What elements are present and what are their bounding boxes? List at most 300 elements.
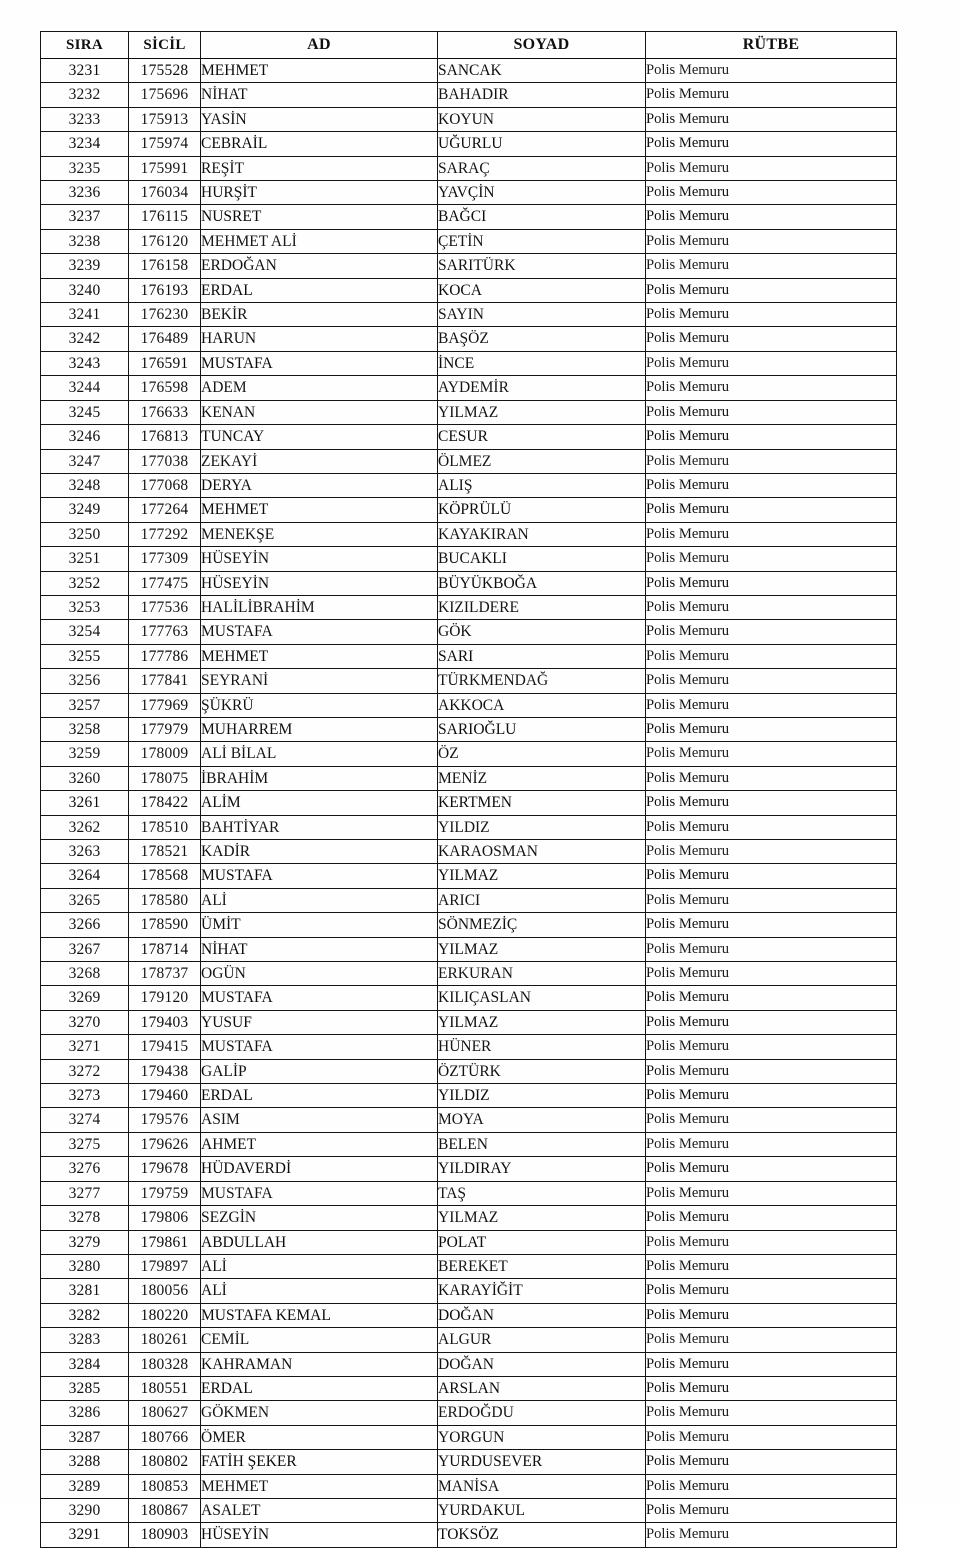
cell-rutbe: Polis Memuru: [646, 1474, 897, 1498]
table-row: [41, 962, 897, 986]
cell-sicil: 175696: [129, 83, 201, 107]
cell-sira: 3234: [41, 132, 129, 156]
cell-soyad: CESUR: [438, 425, 646, 449]
table-row: [41, 1010, 897, 1034]
cell-sira: 3289: [41, 1474, 129, 1498]
cell-soyad: ARICI: [438, 888, 646, 912]
cell-sicil: 177979: [129, 717, 201, 741]
cell-soyad: İNCE: [438, 351, 646, 375]
cell-ad: HALİLİBRAHİM: [201, 595, 438, 619]
cell-ad: GALİP: [201, 1059, 438, 1083]
cell-soyad: ÖZ: [438, 742, 646, 766]
cell-soyad: YURDUSEVER: [438, 1450, 646, 1474]
cell-rutbe: Polis Memuru: [646, 1352, 897, 1376]
table-row: [41, 815, 897, 839]
cell-rutbe: Polis Memuru: [646, 1010, 897, 1034]
cell-ad: HÜDAVERDİ: [201, 1157, 438, 1181]
cell-ad: MEHMET: [201, 498, 438, 522]
cell-soyad: SARI: [438, 644, 646, 668]
cell-rutbe: Polis Memuru: [646, 888, 897, 912]
cell-rutbe: Polis Memuru: [646, 1523, 897, 1547]
cell-rutbe: Polis Memuru: [646, 1303, 897, 1327]
cell-ad: İBRAHİM: [201, 766, 438, 790]
cell-rutbe: Polis Memuru: [646, 449, 897, 473]
cell-sira: 3283: [41, 1328, 129, 1352]
table-row: [41, 522, 897, 546]
cell-soyad: TAŞ: [438, 1181, 646, 1205]
table-row: [41, 83, 897, 107]
cell-ad: CEMİL: [201, 1328, 438, 1352]
cell-sicil: 178737: [129, 962, 201, 986]
cell-soyad: BAŞÖZ: [438, 327, 646, 351]
cell-ad: MEHMET ALİ: [201, 229, 438, 253]
cell-soyad: YORGUN: [438, 1425, 646, 1449]
cell-sicil: 180903: [129, 1523, 201, 1547]
cell-rutbe: Polis Memuru: [646, 107, 897, 131]
table-row: [41, 1328, 897, 1352]
table-row: [41, 840, 897, 864]
cell-ad: BEKİR: [201, 303, 438, 327]
cell-ad: ALİ: [201, 1279, 438, 1303]
column-header-ad: AD: [201, 32, 438, 59]
cell-ad: HURŞİT: [201, 181, 438, 205]
cell-soyad: SÖNMEZİÇ: [438, 913, 646, 937]
cell-sicil: 178590: [129, 913, 201, 937]
cell-rutbe: Polis Memuru: [646, 1450, 897, 1474]
table-row: [41, 937, 897, 961]
cell-sicil: 179861: [129, 1230, 201, 1254]
cell-sicil: 176120: [129, 229, 201, 253]
column-header-sicil: SİCİL: [129, 32, 201, 59]
cell-ad: KENAN: [201, 400, 438, 424]
table-row: [41, 1254, 897, 1278]
cell-rutbe: Polis Memuru: [646, 1425, 897, 1449]
cell-sicil: 179403: [129, 1010, 201, 1034]
cell-sicil: 178580: [129, 888, 201, 912]
table-row: [41, 620, 897, 644]
table-row: [41, 669, 897, 693]
cell-sicil: 176598: [129, 376, 201, 400]
cell-rutbe: Polis Memuru: [646, 1376, 897, 1400]
cell-soyad: KILIÇASLAN: [438, 986, 646, 1010]
cell-sira: 3285: [41, 1376, 129, 1400]
cell-sira: 3260: [41, 766, 129, 790]
cell-sira: 3237: [41, 205, 129, 229]
cell-sira: 3277: [41, 1181, 129, 1205]
cell-sicil: 176489: [129, 327, 201, 351]
cell-sicil: 179120: [129, 986, 201, 1010]
cell-sira: 3239: [41, 254, 129, 278]
cell-ad: ASIM: [201, 1108, 438, 1132]
cell-sira: 3245: [41, 400, 129, 424]
cell-rutbe: Polis Memuru: [646, 181, 897, 205]
cell-sicil: 180853: [129, 1474, 201, 1498]
cell-soyad: UĞURLU: [438, 132, 646, 156]
cell-ad: HÜSEYİN: [201, 571, 438, 595]
cell-sira: 3291: [41, 1523, 129, 1547]
cell-soyad: SAYIN: [438, 303, 646, 327]
cell-soyad: KOCA: [438, 278, 646, 302]
table-row: [41, 547, 897, 571]
table-row: [41, 1059, 897, 1083]
cell-soyad: YILMAZ: [438, 400, 646, 424]
cell-sira: 3242: [41, 327, 129, 351]
cell-sicil: 177038: [129, 449, 201, 473]
cell-sicil: 180261: [129, 1328, 201, 1352]
cell-rutbe: Polis Memuru: [646, 83, 897, 107]
cell-soyad: KOYUN: [438, 107, 646, 131]
table-row: [41, 205, 897, 229]
cell-rutbe: Polis Memuru: [646, 376, 897, 400]
cell-rutbe: Polis Memuru: [646, 425, 897, 449]
cell-soyad: MOYA: [438, 1108, 646, 1132]
cell-sira: 3265: [41, 888, 129, 912]
cell-ad: CEBRAİL: [201, 132, 438, 156]
cell-ad: MUSTAFA: [201, 351, 438, 375]
cell-sicil: 176591: [129, 351, 201, 375]
cell-ad: MEHMET: [201, 644, 438, 668]
header-row: [41, 32, 897, 59]
cell-sira: 3278: [41, 1206, 129, 1230]
table-row: [41, 1376, 897, 1400]
table-row: [41, 1474, 897, 1498]
cell-sicil: 180551: [129, 1376, 201, 1400]
cell-rutbe: Polis Memuru: [646, 1059, 897, 1083]
table-row: [41, 107, 897, 131]
cell-ad: ADEM: [201, 376, 438, 400]
cell-soyad: YILDIZ: [438, 815, 646, 839]
cell-sicil: 180867: [129, 1498, 201, 1522]
cell-ad: ERDAL: [201, 1376, 438, 1400]
table-row: [41, 644, 897, 668]
table-row: [41, 1498, 897, 1522]
cell-ad: MUSTAFA: [201, 620, 438, 644]
cell-ad: NİHAT: [201, 83, 438, 107]
cell-sira: 3261: [41, 791, 129, 815]
cell-soyad: SARITÜRK: [438, 254, 646, 278]
cell-rutbe: Polis Memuru: [646, 400, 897, 424]
cell-sira: 3274: [41, 1108, 129, 1132]
cell-sicil: 179626: [129, 1132, 201, 1156]
cell-ad: KADİR: [201, 840, 438, 864]
table-row: [41, 1108, 897, 1132]
cell-rutbe: Polis Memuru: [646, 1035, 897, 1059]
table-row: [41, 1425, 897, 1449]
cell-ad: ŞÜKRÜ: [201, 693, 438, 717]
cell-sira: 3268: [41, 962, 129, 986]
cell-rutbe: Polis Memuru: [646, 1401, 897, 1425]
cell-rutbe: Polis Memuru: [646, 620, 897, 644]
cell-rutbe: Polis Memuru: [646, 1328, 897, 1352]
cell-sicil: 180766: [129, 1425, 201, 1449]
table-row: [41, 1352, 897, 1376]
cell-soyad: ALIŞ: [438, 473, 646, 497]
roster-table-container: [40, 31, 896, 1548]
cell-soyad: YILDIRAY: [438, 1157, 646, 1181]
cell-rutbe: Polis Memuru: [646, 327, 897, 351]
cell-ad: MUSTAFA: [201, 1035, 438, 1059]
column-header-soyad: SOYAD: [438, 32, 646, 59]
cell-sira: 3255: [41, 644, 129, 668]
cell-rutbe: Polis Memuru: [646, 278, 897, 302]
cell-sira: 3238: [41, 229, 129, 253]
table-row: [41, 1084, 897, 1108]
cell-rutbe: Polis Memuru: [646, 766, 897, 790]
cell-sira: 3279: [41, 1230, 129, 1254]
cell-soyad: BELEN: [438, 1132, 646, 1156]
cell-soyad: ERKURAN: [438, 962, 646, 986]
cell-sicil: 178568: [129, 864, 201, 888]
cell-rutbe: Polis Memuru: [646, 742, 897, 766]
table-row: [41, 986, 897, 1010]
cell-sira: 3272: [41, 1059, 129, 1083]
cell-rutbe: Polis Memuru: [646, 937, 897, 961]
cell-sira: 3276: [41, 1157, 129, 1181]
cell-soyad: AKKOCA: [438, 693, 646, 717]
cell-rutbe: Polis Memuru: [646, 815, 897, 839]
cell-sira: 3284: [41, 1352, 129, 1376]
cell-ad: ERDAL: [201, 278, 438, 302]
cell-rutbe: Polis Memuru: [646, 717, 897, 741]
cell-sira: 3270: [41, 1010, 129, 1034]
cell-ad: KAHRAMAN: [201, 1352, 438, 1376]
cell-ad: ZEKAYİ: [201, 449, 438, 473]
cell-soyad: SANCAK: [438, 59, 646, 83]
cell-soyad: ARSLAN: [438, 1376, 646, 1400]
cell-rutbe: Polis Memuru: [646, 132, 897, 156]
cell-rutbe: Polis Memuru: [646, 1254, 897, 1278]
cell-ad: MEHMET: [201, 59, 438, 83]
cell-ad: GÖKMEN: [201, 1401, 438, 1425]
cell-sira: 3258: [41, 717, 129, 741]
table-row: [41, 473, 897, 497]
cell-rutbe: Polis Memuru: [646, 1132, 897, 1156]
cell-soyad: YILDIZ: [438, 1084, 646, 1108]
cell-soyad: ÇETİN: [438, 229, 646, 253]
table-row: [41, 254, 897, 278]
cell-ad: ÜMİT: [201, 913, 438, 937]
cell-sicil: 177786: [129, 644, 201, 668]
table-header: [41, 32, 897, 59]
cell-sira: 3282: [41, 1303, 129, 1327]
table-row: [41, 595, 897, 619]
table-row: [41, 376, 897, 400]
cell-soyad: AYDEMİR: [438, 376, 646, 400]
cell-sicil: 177068: [129, 473, 201, 497]
cell-rutbe: Polis Memuru: [646, 1230, 897, 1254]
cell-rutbe: Polis Memuru: [646, 547, 897, 571]
cell-sicil: 177309: [129, 547, 201, 571]
cell-ad: ALİM: [201, 791, 438, 815]
cell-sicil: 179415: [129, 1035, 201, 1059]
cell-rutbe: Polis Memuru: [646, 595, 897, 619]
cell-sicil: 176034: [129, 181, 201, 205]
cell-sira: 3253: [41, 595, 129, 619]
table-row: [41, 1523, 897, 1547]
table-row: [41, 693, 897, 717]
cell-ad: YASİN: [201, 107, 438, 131]
cell-soyad: SARIOĞLU: [438, 717, 646, 741]
table-row: [41, 1401, 897, 1425]
cell-rutbe: Polis Memuru: [646, 986, 897, 1010]
cell-soyad: DOĞAN: [438, 1352, 646, 1376]
cell-soyad: YILMAZ: [438, 1206, 646, 1230]
cell-sicil: 177536: [129, 595, 201, 619]
cell-rutbe: Polis Memuru: [646, 351, 897, 375]
table-row: [41, 1157, 897, 1181]
cell-rutbe: Polis Memuru: [646, 1157, 897, 1181]
cell-sira: 3231: [41, 59, 129, 83]
cell-ad: SEYRANİ: [201, 669, 438, 693]
cell-soyad: KÖPRÜLÜ: [438, 498, 646, 522]
cell-sicil: 177969: [129, 693, 201, 717]
cell-sicil: 180220: [129, 1303, 201, 1327]
cell-soyad: KARAYİĞİT: [438, 1279, 646, 1303]
cell-rutbe: Polis Memuru: [646, 962, 897, 986]
cell-ad: MUSTAFA: [201, 986, 438, 1010]
cell-ad: NUSRET: [201, 205, 438, 229]
cell-sicil: 180328: [129, 1352, 201, 1376]
cell-sicil: 175974: [129, 132, 201, 156]
cell-soyad: ERDOĞDU: [438, 1401, 646, 1425]
cell-sira: 3250: [41, 522, 129, 546]
cell-sira: 3266: [41, 913, 129, 937]
cell-soyad: TÜRKMENDAĞ: [438, 669, 646, 693]
cell-rutbe: Polis Memuru: [646, 1108, 897, 1132]
table-row: [41, 913, 897, 937]
cell-sicil: 176230: [129, 303, 201, 327]
table-row: [41, 303, 897, 327]
table-row: [41, 132, 897, 156]
cell-sira: 3252: [41, 571, 129, 595]
cell-soyad: MANİSA: [438, 1474, 646, 1498]
cell-sira: 3263: [41, 840, 129, 864]
cell-sicil: 179806: [129, 1206, 201, 1230]
cell-sicil: 180627: [129, 1401, 201, 1425]
cell-soyad: BAHADIR: [438, 83, 646, 107]
cell-sira: 3273: [41, 1084, 129, 1108]
cell-ad: ALİ: [201, 888, 438, 912]
cell-rutbe: Polis Memuru: [646, 1206, 897, 1230]
table-row: [41, 351, 897, 375]
cell-sicil: 179897: [129, 1254, 201, 1278]
cell-soyad: SARAÇ: [438, 156, 646, 180]
cell-soyad: KERTMEN: [438, 791, 646, 815]
table-row: [41, 864, 897, 888]
cell-sicil: 177475: [129, 571, 201, 595]
cell-sicil: 176158: [129, 254, 201, 278]
cell-sicil: 177841: [129, 669, 201, 693]
table-row: [41, 327, 897, 351]
cell-rutbe: Polis Memuru: [646, 205, 897, 229]
cell-sira: 3235: [41, 156, 129, 180]
cell-sira: 3269: [41, 986, 129, 1010]
table-row: [41, 278, 897, 302]
table-row: [41, 571, 897, 595]
cell-sira: 3256: [41, 669, 129, 693]
cell-sicil: 178714: [129, 937, 201, 961]
cell-soyad: KARAOSMAN: [438, 840, 646, 864]
cell-ad: YUSUF: [201, 1010, 438, 1034]
cell-sicil: 179438: [129, 1059, 201, 1083]
table-row: [41, 742, 897, 766]
cell-ad: MUSTAFA KEMAL: [201, 1303, 438, 1327]
cell-rutbe: Polis Memuru: [646, 522, 897, 546]
cell-sira: 3257: [41, 693, 129, 717]
cell-ad: FATİH ŞEKER: [201, 1450, 438, 1474]
cell-soyad: KIZILDERE: [438, 595, 646, 619]
cell-sicil: 178422: [129, 791, 201, 815]
table-row: [41, 1279, 897, 1303]
cell-ad: MUSTAFA: [201, 864, 438, 888]
cell-rutbe: Polis Memuru: [646, 473, 897, 497]
cell-sira: 3247: [41, 449, 129, 473]
cell-sicil: 180802: [129, 1450, 201, 1474]
table-row: [41, 888, 897, 912]
cell-ad: BAHTİYAR: [201, 815, 438, 839]
table-row: [41, 1035, 897, 1059]
cell-sicil: 179678: [129, 1157, 201, 1181]
cell-sicil: 178009: [129, 742, 201, 766]
cell-ad: MUHARREM: [201, 717, 438, 741]
cell-sicil: 177264: [129, 498, 201, 522]
cell-ad: MEHMET: [201, 1474, 438, 1498]
table-row: [41, 498, 897, 522]
cell-ad: ALİ: [201, 1254, 438, 1278]
cell-ad: REŞİT: [201, 156, 438, 180]
cell-sira: 3264: [41, 864, 129, 888]
cell-soyad: KAYAKIRAN: [438, 522, 646, 546]
cell-sicil: 176813: [129, 425, 201, 449]
cell-sira: 3287: [41, 1425, 129, 1449]
cell-rutbe: Polis Memuru: [646, 1084, 897, 1108]
cell-sira: 3267: [41, 937, 129, 961]
table-row: [41, 1230, 897, 1254]
cell-soyad: YILMAZ: [438, 1010, 646, 1034]
cell-sicil: 175913: [129, 107, 201, 131]
table-row: [41, 1132, 897, 1156]
cell-sira: 3241: [41, 303, 129, 327]
cell-sira: 3271: [41, 1035, 129, 1059]
cell-ad: MENEKŞE: [201, 522, 438, 546]
cell-soyad: BÜYÜKBOĞA: [438, 571, 646, 595]
cell-rutbe: Polis Memuru: [646, 840, 897, 864]
cell-ad: ERDAL: [201, 1084, 438, 1108]
cell-soyad: ALGUR: [438, 1328, 646, 1352]
cell-rutbe: Polis Memuru: [646, 229, 897, 253]
column-header-sira: SIRA: [41, 32, 129, 59]
cell-rutbe: Polis Memuru: [646, 254, 897, 278]
cell-ad: NİHAT: [201, 937, 438, 961]
cell-ad: MUSTAFA: [201, 1181, 438, 1205]
cell-soyad: YILMAZ: [438, 937, 646, 961]
cell-soyad: BUCAKLI: [438, 547, 646, 571]
cell-ad: TUNCAY: [201, 425, 438, 449]
cell-soyad: ÖZTÜRK: [438, 1059, 646, 1083]
cell-soyad: YILMAZ: [438, 864, 646, 888]
cell-ad: HÜSEYİN: [201, 1523, 438, 1547]
cell-rutbe: Polis Memuru: [646, 644, 897, 668]
cell-ad: DERYA: [201, 473, 438, 497]
table-body: [41, 59, 897, 1548]
cell-sicil: 176193: [129, 278, 201, 302]
cell-sicil: 179759: [129, 1181, 201, 1205]
cell-sira: 3236: [41, 181, 129, 205]
column-header-rutbe: RÜTBE: [646, 32, 897, 59]
cell-sira: 3281: [41, 1279, 129, 1303]
cell-soyad: YURDAKUL: [438, 1498, 646, 1522]
cell-ad: HÜSEYİN: [201, 547, 438, 571]
